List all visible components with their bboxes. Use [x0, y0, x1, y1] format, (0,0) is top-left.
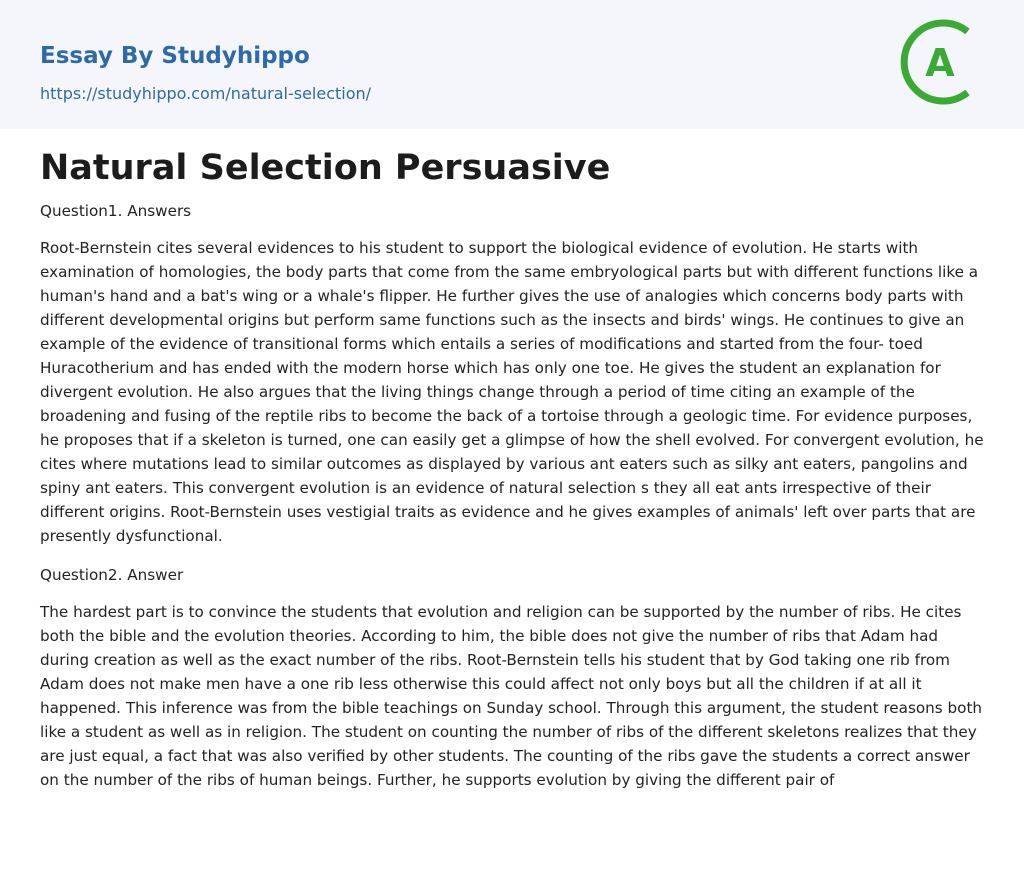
site-header [0, 0, 1024, 129]
logo-letter: A [925, 41, 955, 85]
section-body-question1: Root-Bernstein cites several evidences to his student to support the biological evidence of evolution. He starts with examination of homologies, the body parts that come from the same embryological parts but with different functions like a human's hand and a bat's wing or a whale's flipper. He further gives the use of analogies which concerns body parts with different developmental origins but perform same functions such as the insects and birds' wings. He continues to give an example of the evidence of transitional forms which entails a series of modifications and started from the four- toed Huracotherium and has ended with the modern horse which has only one toe. He gives the student an explanation for divergent evolution. He also argues that the living things change through a period of time citing an example of the broadening and fusing of the reptile ribs to become the back of a tortoise through a geologic time. For evidence purposes, he proposes that if a skeleton is turned, one can easily get a glimpse of how the shell evolved. For convergent evolution, he cites where mutations lead to similar outcomes as displayed by various ant eaters such as silky ant eaters, pangolins and spiny ant eaters. This convergent evolution is an evidence of natural selection s they all eat ants irrespective of their different origins. Root-Bernstein uses vestigial traits as evidence and he gives examples of animals' left over parts that are presently dysfunctional. [40, 239, 984, 545]
studyhippo-logo-icon[interactable] [900, 18, 988, 106]
page-title: Natural Selection Persuasive [40, 148, 611, 188]
section-heading-question2: Question2. Answer [40, 566, 184, 584]
article-content [40, 146, 984, 808]
source-url-link[interactable]: https://studyhippo.com/natural-selection/ [40, 84, 372, 103]
section-body-question2: The hardest part is to convince the students that evolution and religion can be supported by the number of ribs. He cites both the bible and the evolution theories. According to him, the bible does not give the number of ribs that Adam had during creation as well as the exact number of the ribs. Root-Bernstein tells his student that by God taking one rib from Adam does not make men have a one rib less otherwise this could affect not only boys but all the children if at all it happened. This inference was from the bible teachings on Sunday school. Through this argument, the student reasons both like a student as well as in religion. The student on counting the number of ribs of the different skeletons realizes that they are just equal, a fact that was also verified by other students. The counting of the ribs gave the students a correct answer on the number of the ribs of human beings. Further, he supports evolution by giving the different pair of [40, 603, 983, 789]
section-heading-question1: Question1. Answers [40, 202, 192, 220]
brand-title[interactable]: Essay By Studyhippo [40, 43, 310, 69]
